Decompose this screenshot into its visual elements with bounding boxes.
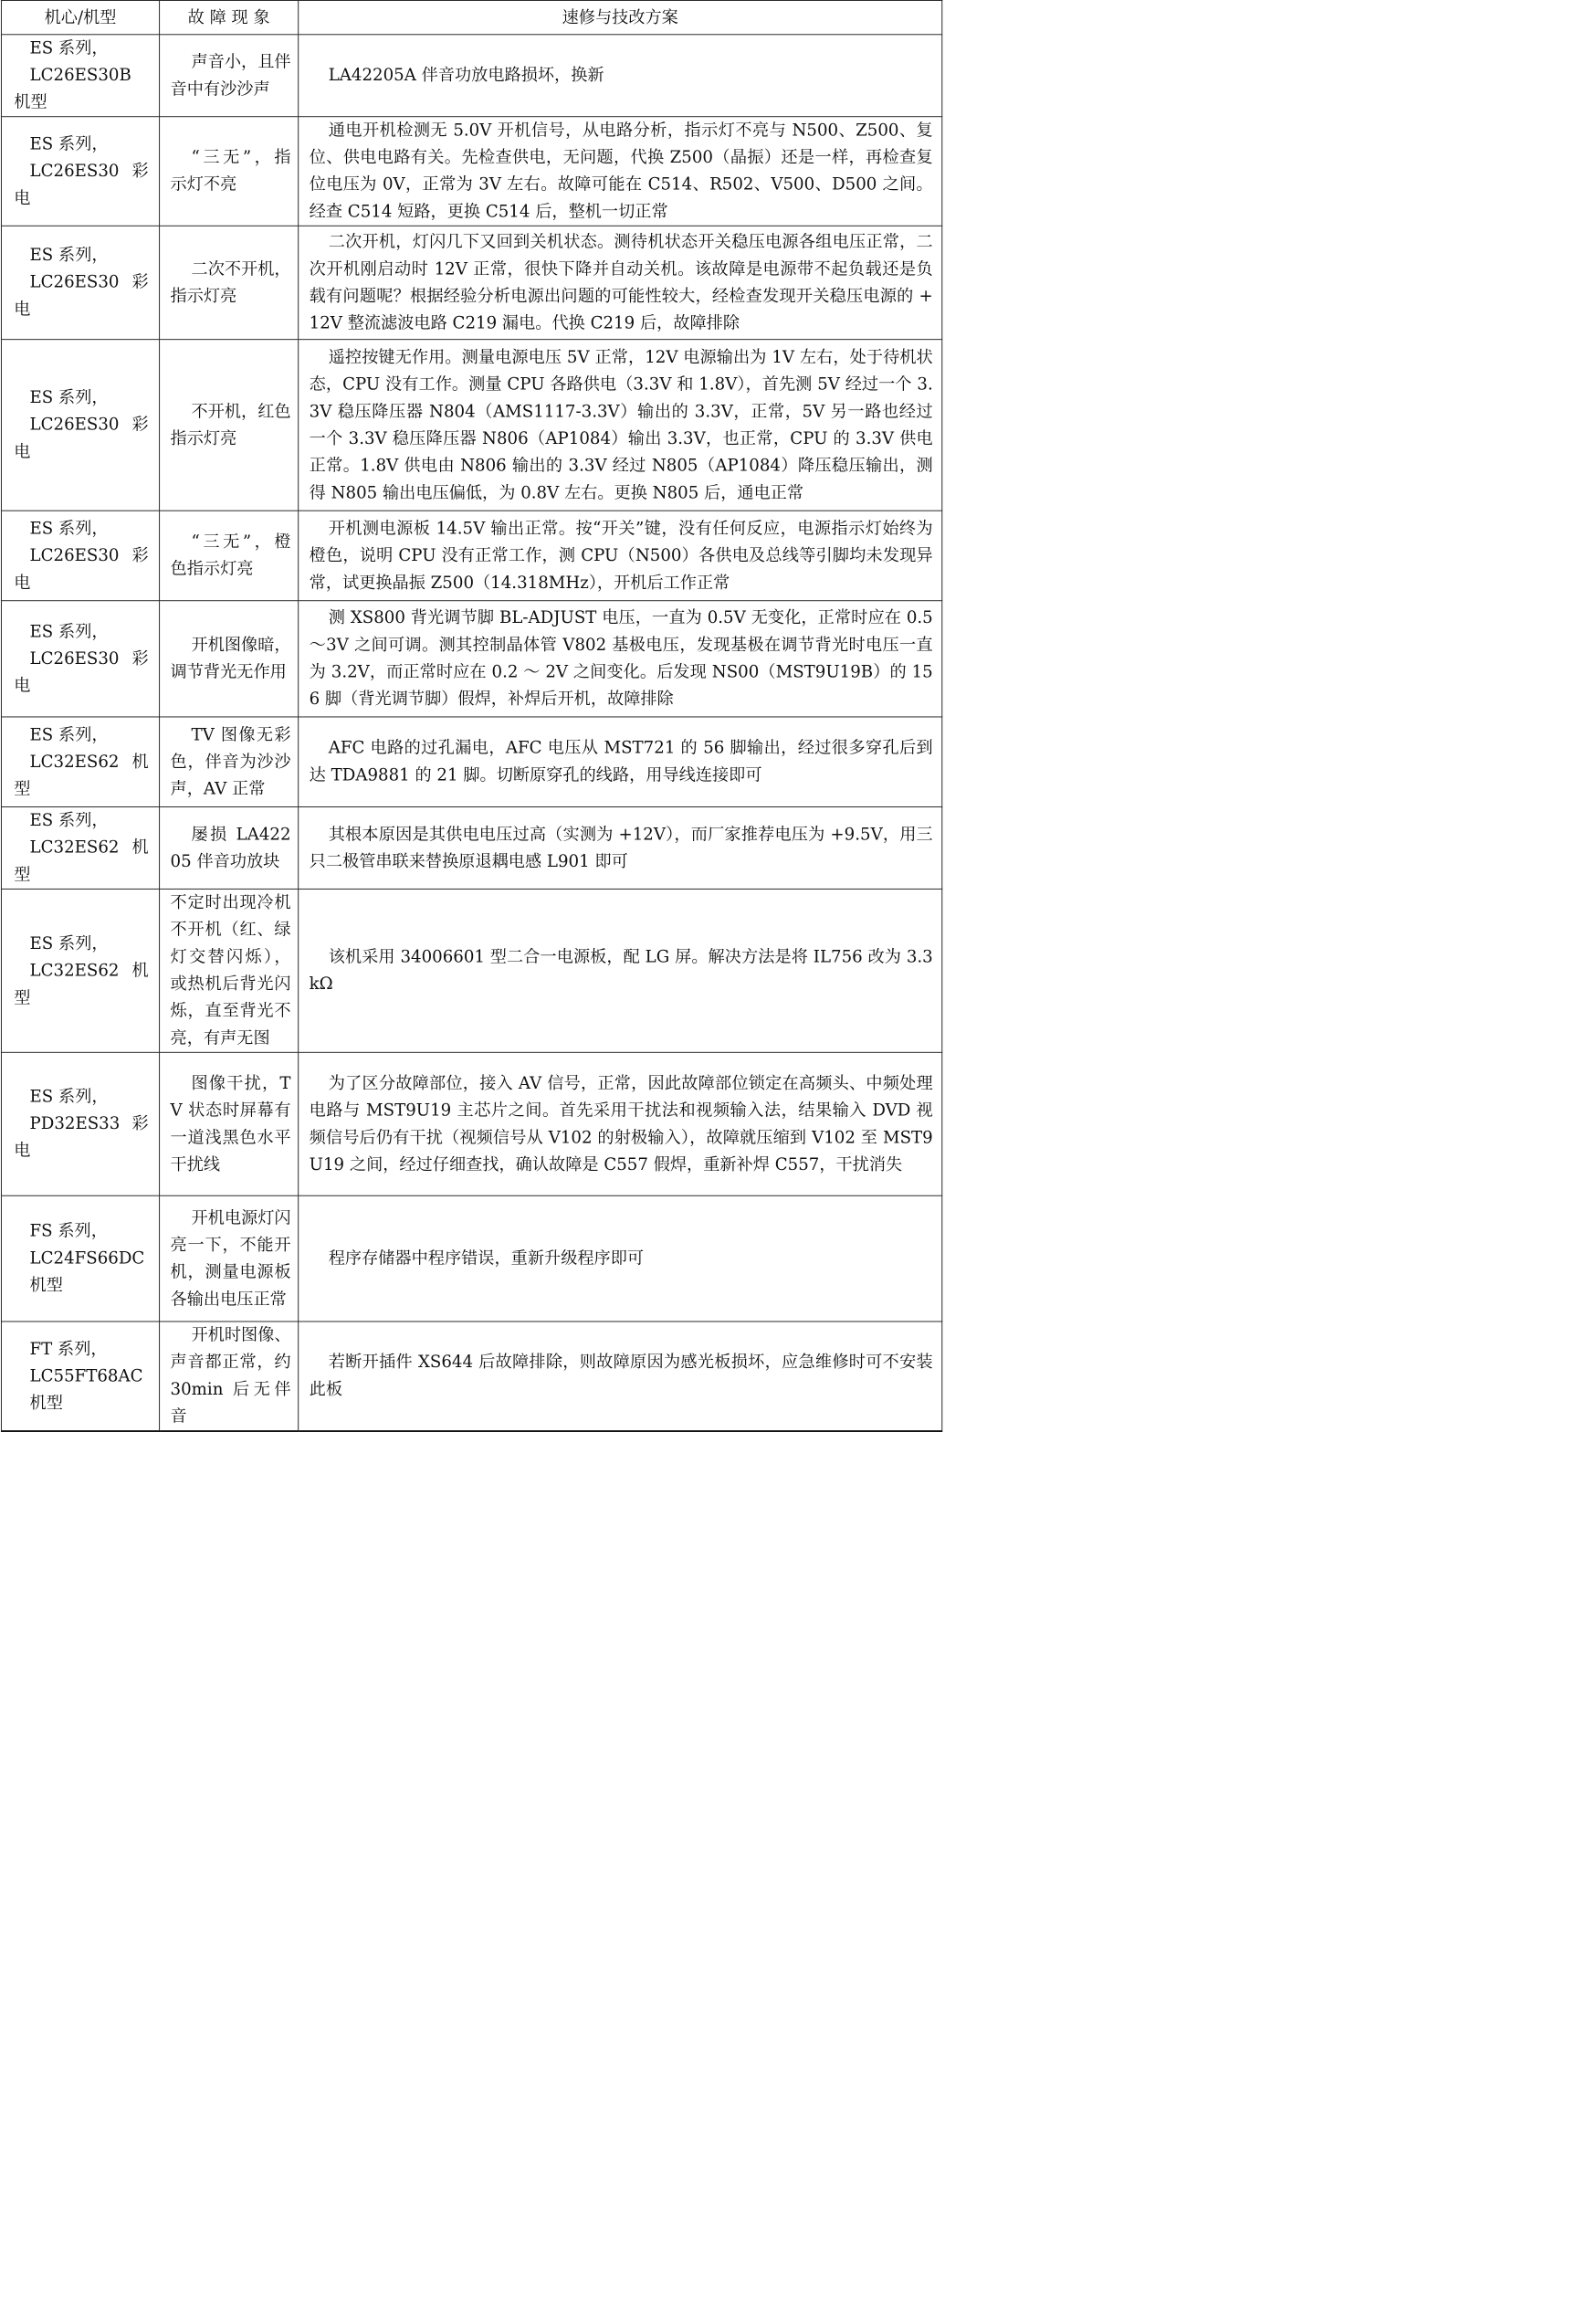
solution-text: 其根本原因是其供电电压过高（实测为 +12V），而厂家推荐电压为 +9.5V，用三只二极管串联来替换原退耦电感 L901 即可: [309, 824, 933, 871]
model-line: ES 系列，: [29, 387, 109, 407]
solution-text: 程序存储器中程序错误，重新升级程序即可: [328, 1248, 645, 1269]
table-row: [1, 226, 941, 339]
solution-cell: [299, 889, 942, 1052]
table-row: [1, 117, 941, 226]
table-row: [1, 1322, 941, 1431]
symptom-cell: [160, 717, 299, 807]
model-line: LC26ES30B 机型: [14, 65, 131, 112]
solution-cell: [299, 1052, 942, 1195]
header-solution: 速修与技改方案: [299, 0, 942, 34]
model-line: LC32ES62 机型: [14, 837, 149, 885]
model-line: PD32ES33 彩电: [14, 1113, 149, 1161]
symptom-cell: [160, 1195, 299, 1322]
solution-text: 遥控按键无作用。测量电源电压 5V 正常，12V 电源输出为 1V 左右，处于待机状态，CPU 没有工作。测量 CPU 各路供电（3.3V 和 1.8V），首先测 5V 经过一个 3.3V 稳压降压器 N804（AMS1117-3.3V）输出的 3.3V，正常，5V 另一路也经过一个 3.3V 稳压降压器 N806（AP1084）输出 3.3V，也正常，CPU 的 3.3V 供电正常。1.8V 供电由 N806 输出的 3.3V 经过 N805（AP1084）降压稳压输出，测得 N805 输出电压偏低，为 0.8V 左右。更换 N805 后，通电正常: [309, 347, 933, 502]
model-line: LC26ES30 彩电: [14, 161, 149, 208]
solution-text: LA42205A 伴音功放电路损坏，换新: [328, 65, 604, 85]
model-cell: [1, 1195, 159, 1322]
symptom-text: 声音小，且伴音中有沙沙声: [170, 51, 291, 99]
model-cell: [1, 35, 159, 117]
solution-text: 为了区分故障部位，接入 AV 信号，正常，因此故障部位锁定在高频头、中频处理电路与 MST9U19 主芯片之间。首先采用干扰法和视频输入法，结果输入 DVD 视频信号后仍有干扰（视频信号从 V102 的射极输入），故障就压缩到 V102 至 MST9U19 之间，经过仔细查找，确认故障是 C557 假焊，重新补焊 C557，干扰消失: [309, 1073, 933, 1174]
solution-cell: [299, 340, 942, 511]
solution-cell: [299, 35, 942, 117]
table-row: [1, 717, 941, 807]
symptom-cell: [160, 340, 299, 511]
model-line: FS 系列，: [29, 1221, 108, 1241]
solution-text: 若断开插件 XS644 后故障排除，则故障原因为感光板损坏，应急维修时可不安装此板: [309, 1352, 933, 1399]
repair-table: [1, 0, 942, 1432]
symptom-text: “三无”，橙色指示灯亮: [170, 532, 291, 579]
model-line: LC26ES30 彩电: [14, 648, 149, 696]
header-symptom: 故 障 现 象: [160, 0, 299, 34]
solution-cell: [299, 1195, 942, 1322]
solution-cell: [299, 1322, 942, 1431]
solution-text: 开机测电源板 14.5V 输出正常。按“开关”键，没有任何反应，电源指示灯始终为橙色，说明 CPU 没有正常工作，测 CPU（N500）各供电及总线等引脚均未发现异常，试更换晶振 Z500（14.318MHz），开机后工作正常: [309, 518, 933, 593]
model-line: FT 系列，: [29, 1339, 108, 1359]
model-line: LC24FS66DC: [29, 1248, 145, 1269]
solution-cell: [299, 717, 942, 807]
model-line: 机型: [29, 1275, 63, 1295]
symptom-cell: [160, 1052, 299, 1195]
solution-text: 测 XS800 背光调节脚 BL-ADJUST 电压，一直为 0.5V 无变化，正常时应在 0.5～3V 之间可调。测其控制晶体管 V802 基极电压，发现基极在调节背光时电压一直为 3.2V，而正常时应在 0.2 ～ 2V 之间变化。后发现 NS00（MST9U19B）的 156 脚（背光调节脚）假焊，补焊后开机，故障排除: [309, 607, 933, 709]
header-model: 机心/机型: [1, 0, 159, 34]
model-line: ES 系列，: [29, 810, 109, 830]
model-line: ES 系列，: [29, 1087, 109, 1107]
symptom-text: 不开机，红色指示灯亮: [170, 401, 291, 448]
model-cell: [1, 117, 159, 226]
model-line: ES 系列，: [29, 518, 109, 538]
solution-cell: [299, 601, 942, 717]
table-row: [1, 340, 941, 511]
model-cell: [1, 1322, 159, 1431]
solution-text: AFC 电路的过孔漏电，AFC 电压从 MST721 的 56 脚输出，经过很多穿孔后到达 TDA9881 的 21 脚。切断原穿孔的线路，用导线连接即可: [309, 738, 933, 785]
table-row: [1, 1195, 941, 1322]
model-cell: [1, 226, 159, 339]
solution-cell: [299, 806, 942, 889]
symptom-text: 不定时出现冷机不开机（红、绿灯交替闪烁），或热机后背光闪烁，直至背光不亮，有声无图: [170, 892, 291, 1048]
symptom-text: 开机图像暗，调节背光无作用: [170, 635, 291, 682]
model-line: ES 系列，: [29, 245, 109, 265]
solution-text: 该机采用 34006601 型二合一电源板，配 LG 屏。解决方法是将 IL756 改为 3.3kΩ: [309, 947, 933, 994]
table-row: [1, 806, 941, 889]
model-line: ES 系列，: [29, 933, 109, 953]
table-row: [1, 601, 941, 717]
model-line: LC32ES62 机型: [14, 960, 149, 1007]
model-cell: [1, 601, 159, 717]
table-row: [1, 35, 941, 117]
symptom-text: TV 图像无彩色，伴音为沙沙声，AV 正常: [170, 724, 291, 798]
model-line: ES 系列，: [29, 38, 109, 58]
symptom-cell: [160, 117, 299, 226]
symptom-cell: [160, 511, 299, 601]
symptom-text: 图像干扰，TV 状态时屏幕有一道浅黑色水平干扰线: [170, 1073, 291, 1174]
model-line: LC26ES30 彩电: [14, 272, 149, 320]
model-cell: [1, 806, 159, 889]
symptom-cell: [160, 35, 299, 117]
solution-text: 二次开机，灯闪几下又回到关机状态。测待机状态开关稳压电源各组电压正常，二次开机刚启动时 12V 正常，很快下降并自动关机。该故障是电源带不起负载还是负载有问题呢？根据经验分析电源出问题的可能性较大，经检查发现开关稳压电源的 +12V 整流滤波电路 C219 漏电。代换 C219 后，故障排除: [309, 231, 933, 333]
table-row: [1, 511, 941, 601]
model-cell: [1, 1052, 159, 1195]
solution-cell: [299, 511, 942, 601]
model-line: ES 系列，: [29, 621, 109, 641]
model-line: LC26ES30 彩电: [14, 415, 149, 462]
page: [0, 0, 943, 1427]
model-line: 机型: [29, 1393, 63, 1413]
symptom-text: “三无”，指示灯不亮: [170, 147, 291, 195]
symptom-cell: [160, 601, 299, 717]
table-row: [1, 1052, 941, 1195]
model-line: LC32ES62 机型: [14, 752, 149, 798]
symptom-cell: [160, 226, 299, 339]
symptom-text: 二次不开机，指示灯亮: [170, 258, 291, 306]
model-cell: [1, 717, 159, 807]
symptom-cell: [160, 806, 299, 889]
table-row: [1, 889, 941, 1052]
symptom-text: 开机时图像、声音都正常，约 30min 后无伴音: [170, 1325, 291, 1427]
solution-text: 通电开机检测无 5.0V 开机信号，从电路分析，指示灯不亮与 N500、Z500、复位、供电电路有关。先检查供电，无问题，代换 Z500（晶振）还是一样，再检查复位电压为 0V，正常为 3V 左右。故障可能在 C514、R502、V500、D500 之间。经查 C514 短路，更换 C514 后，整机一切正常: [309, 121, 933, 222]
model-line: ES 系列，: [29, 133, 109, 153]
model-cell: [1, 511, 159, 601]
model-cell: [1, 889, 159, 1052]
solution-cell: [299, 226, 942, 339]
solution-cell: [299, 117, 942, 226]
symptom-cell: [160, 1322, 299, 1431]
symptom-text: 开机电源灯闪亮一下，不能开机，测量电源板各输出电压正常: [170, 1207, 291, 1309]
symptom-cell: [160, 889, 299, 1052]
model-line: LC55FT68AC: [29, 1365, 143, 1385]
model-cell: [1, 340, 159, 511]
header-row: [1, 0, 941, 34]
symptom-text: 屡损 LA42205 伴音功放块: [170, 824, 291, 871]
model-line: LC26ES30 彩电: [14, 545, 149, 593]
model-line: ES 系列，: [29, 724, 109, 744]
